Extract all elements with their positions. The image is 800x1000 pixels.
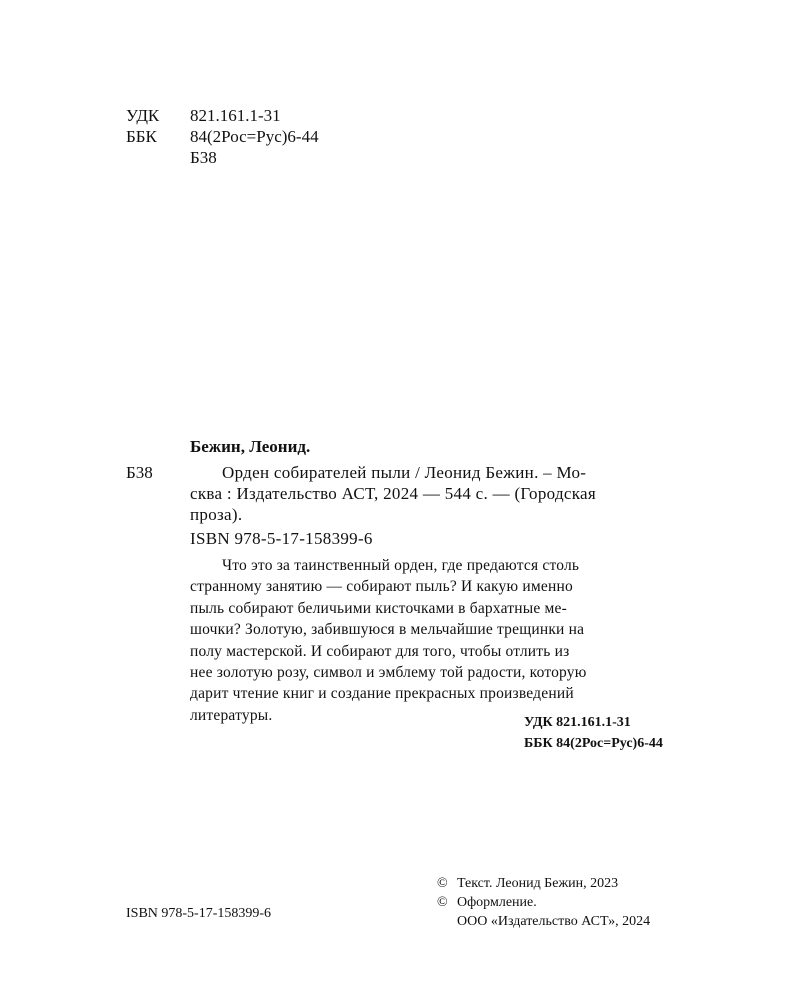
isbn: ISBN 978-5-17-158399-6: [190, 529, 373, 548]
copyright-text: Текст. Леонид Бежин, 2023: [457, 876, 619, 891]
bbk-bottom: ББК 84(2Рос=Рус)6-44: [524, 736, 663, 751]
annotation: [190, 555, 708, 726]
bib-line-2: сква : Издательство АСТ, 2024 — 544 с. — (Городская: [190, 484, 597, 503]
copyright-text-row: [437, 874, 650, 893]
udk-value: 821.161.1-31: [190, 106, 281, 125]
annotation-line: нее золотую розу, символ и эмблему той радости, которую: [190, 664, 587, 682]
annotation-line: дарит чтение книг и создание прекрасных произведений: [190, 685, 574, 703]
bib-line-1: Орден собирателей пыли / Леонид Бежин. – Мо-: [222, 463, 587, 482]
author-mark: Б38: [126, 463, 153, 482]
footer-isbn: ISBN 978-5-17-158399-6: [126, 906, 272, 921]
author-mark-top: Б38: [190, 148, 217, 167]
design-text: Оформление.: [457, 895, 537, 910]
bbk-row: [126, 126, 319, 147]
bbk-value: 84(2Рос=Рус)6-44: [190, 127, 319, 146]
copyright-sign: ©: [437, 876, 448, 891]
udk-label: УДК: [126, 106, 160, 125]
publisher-text: ООО «Издательство АСТ», 2024: [457, 914, 651, 929]
bbk-label: ББК: [126, 127, 157, 146]
copyright-design-row: [437, 893, 650, 912]
annotation-line: Что это за таинственный орден, где предаются столь: [222, 557, 580, 574]
bibliographic-description: [190, 462, 708, 525]
copyright-block: [437, 874, 650, 931]
classification-top: [126, 105, 319, 168]
annotation-line: полу мастерской. И собирают для того, чтобы отлить из: [190, 642, 570, 660]
classification-bottom: [524, 712, 663, 754]
udk-row: [126, 105, 319, 126]
annotation-line: литературы.: [190, 706, 273, 724]
design-copyright-sign: ©: [437, 895, 448, 910]
author-heading: Бежин, Леонид.: [190, 437, 311, 456]
bib-line-3: проза).: [190, 505, 243, 524]
annotation-line: пыль собирают беличьими кисточками в бархатные ме-: [190, 599, 567, 617]
annotation-line: шочки? Золотую, забившуюся в мельчайшие трещинки на: [190, 621, 585, 639]
udk-bottom: УДК 821.161.1-31: [524, 715, 631, 730]
annotation-line: странному занятию — собирают пыль? И какую именно: [190, 578, 573, 596]
